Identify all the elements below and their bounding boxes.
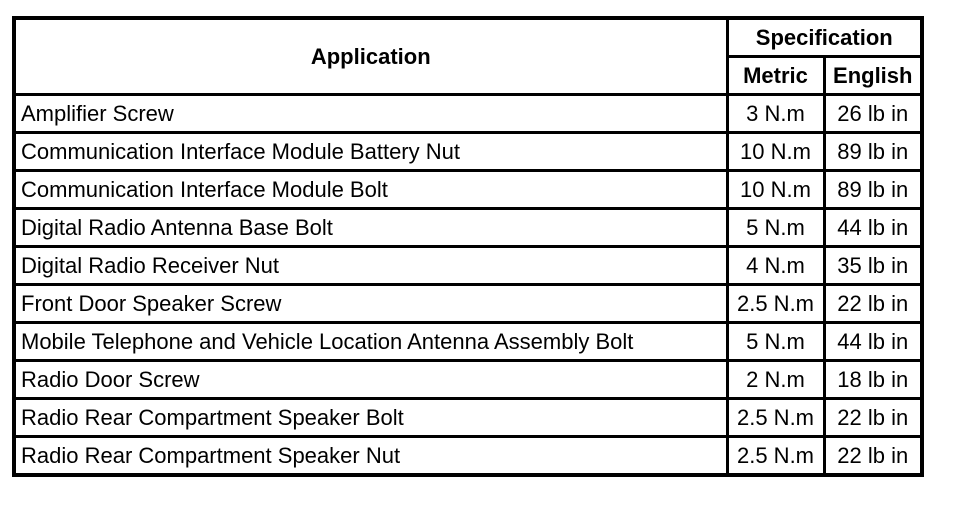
- table-row: [14, 399, 922, 437]
- application-cell: Digital Radio Receiver Nut: [14, 247, 727, 285]
- table-row: [14, 209, 922, 247]
- application-cell: Front Door Speaker Screw: [14, 285, 727, 323]
- metric-cell: 3 N.m: [727, 95, 824, 133]
- english-cell: 35 lb in: [824, 247, 922, 285]
- metric-cell: 2 N.m: [727, 361, 824, 399]
- table-row: [14, 95, 922, 133]
- metric-cell: 4 N.m: [727, 247, 824, 285]
- application-cell: Digital Radio Antenna Base Bolt: [14, 209, 727, 247]
- fastener-spec-table: [12, 16, 924, 477]
- table-row: [14, 285, 922, 323]
- english-cell: 18 lb in: [824, 361, 922, 399]
- application-cell: Amplifier Screw: [14, 95, 727, 133]
- english-cell: 22 lb in: [824, 437, 922, 476]
- metric-cell: 5 N.m: [727, 323, 824, 361]
- application-cell: Radio Rear Compartment Speaker Nut: [14, 437, 727, 476]
- metric-cell: 5 N.m: [727, 209, 824, 247]
- english-cell: 26 lb in: [824, 95, 922, 133]
- table-header: [14, 18, 922, 95]
- metric-cell: 2.5 N.m: [727, 437, 824, 476]
- table-row: [14, 133, 922, 171]
- header-row-top: [14, 18, 922, 57]
- application-header: Application: [14, 18, 727, 95]
- metric-cell: 2.5 N.m: [727, 399, 824, 437]
- table-row: [14, 171, 922, 209]
- table-row: [14, 437, 922, 476]
- application-cell: Mobile Telephone and Vehicle Location Antenna Assembly Bolt: [14, 323, 727, 361]
- english-cell: 44 lb in: [824, 323, 922, 361]
- english-cell: 22 lb in: [824, 285, 922, 323]
- application-cell: Communication Interface Module Battery Nut: [14, 133, 727, 171]
- specification-header: Specification: [727, 18, 922, 57]
- table-body: [14, 95, 922, 476]
- table-row: [14, 323, 922, 361]
- application-cell: Radio Rear Compartment Speaker Bolt: [14, 399, 727, 437]
- application-cell: Radio Door Screw: [14, 361, 727, 399]
- english-cell: 44 lb in: [824, 209, 922, 247]
- english-cell: 89 lb in: [824, 133, 922, 171]
- english-cell: 89 lb in: [824, 171, 922, 209]
- table-row: [14, 247, 922, 285]
- metric-cell: 10 N.m: [727, 133, 824, 171]
- english-header: English: [824, 57, 922, 95]
- metric-cell: 2.5 N.m: [727, 285, 824, 323]
- english-cell: 22 lb in: [824, 399, 922, 437]
- table-row: [14, 361, 922, 399]
- metric-header: Metric: [727, 57, 824, 95]
- metric-cell: 10 N.m: [727, 171, 824, 209]
- application-cell: Communication Interface Module Bolt: [14, 171, 727, 209]
